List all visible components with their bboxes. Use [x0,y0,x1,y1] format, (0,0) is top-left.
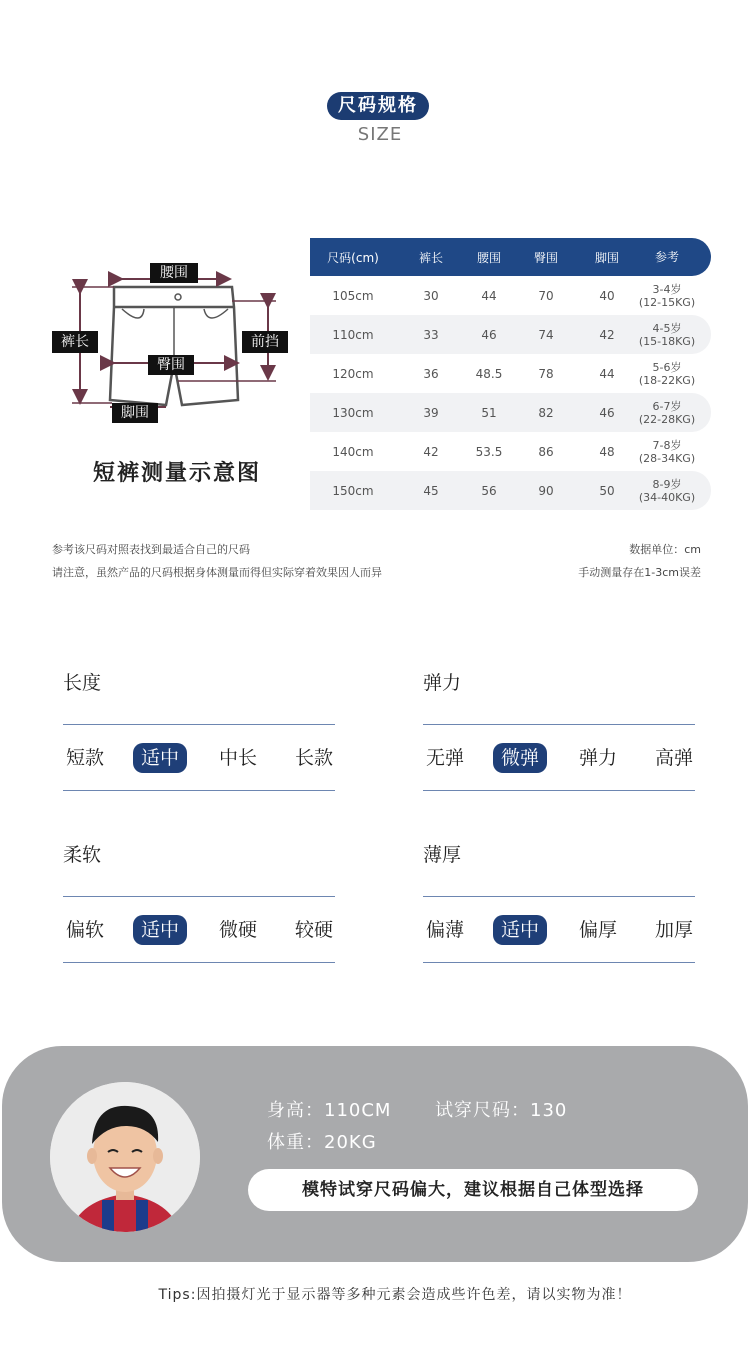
cell-length: 36 [423,366,439,381]
attribute-option: 弹力 [578,747,617,769]
cell-length: 45 [423,483,439,498]
model-fit-size: 试穿尺码：130 [435,1100,568,1121]
cell-hem: 46 [599,405,615,420]
attribute-2 [63,840,335,970]
attribute-divider [423,962,695,963]
cell-waist: 53.5 [475,444,503,459]
model-height: 身高：110CM [267,1100,392,1121]
note-fit-warning: 请注意，虽然产品的尺码根据身体测量而得但实际穿着效果因人而异 [52,566,382,579]
cell-size: 110cm [332,327,374,342]
child-model-icon [50,1082,200,1232]
cell-hip: 70 [538,288,554,303]
cell-hem: 44 [599,366,615,381]
attribute-option-selected: 适中 [493,915,547,945]
cell-waist: 46 [481,327,497,342]
cell-hip: 86 [538,444,554,459]
model-weight: 体重：20KG [267,1132,377,1153]
avatar [50,1082,200,1232]
attribute-option: 短款 [65,747,104,769]
attribute-option: 加厚 [654,919,693,941]
cell-hem: 40 [599,288,615,303]
hem-label: 脚围 [112,403,158,423]
attribute-title: 柔软 [63,844,102,866]
cell-length: 30 [423,288,439,303]
reference-age: 4-5岁 [652,321,682,335]
attribute-divider [63,724,335,725]
attribute-option: 高弹 [654,747,693,769]
cell-hem: 48 [599,444,615,459]
cell-size: 140cm [332,444,374,459]
cell-size: 150cm [332,483,374,498]
cell-hem: 42 [599,327,615,342]
attribute-option-selected: 适中 [133,743,187,773]
reference-weight: (22-28KG) [638,412,696,426]
model-size-note: 模特试穿尺码偏大，建议根据自己体型选择 [248,1169,698,1211]
cell-reference [632,276,702,315]
col-header-hip: 臀围 [533,250,558,265]
reference-age: 3-4岁 [652,282,682,296]
attribute-divider [63,962,335,963]
attribute-option: 偏薄 [425,919,464,941]
attribute-divider [423,790,695,791]
col-header-waist: 腰围 [476,250,501,265]
attribute-option: 长款 [294,747,333,769]
diagram-caption: 短裤测量示意图 [92,461,261,486]
attribute-title: 长度 [63,672,102,694]
table-row [310,393,711,432]
reference-age: 5-6岁 [652,360,682,374]
table-row [310,432,711,471]
cell-hem: 50 [599,483,615,498]
note-error-margin: 手动测量存在1-3cm误差 [578,566,701,579]
attribute-1 [423,668,695,798]
cell-reference [632,354,702,393]
cell-hip: 90 [538,483,554,498]
cell-waist: 56 [481,483,497,498]
cell-size: 120cm [332,366,374,381]
waist-label: 腰围 [150,263,198,283]
color-tips: Tips:因拍摄灯光于显示器等多种元素会造成些许色差，请以实物为准！ [158,1287,632,1303]
reference-weight: (15-18KG) [638,334,696,348]
length-label: 裤长 [52,331,98,353]
note-unit: 数据单位：cm [629,543,701,556]
attribute-option: 微硬 [218,919,257,941]
col-header-hem: 脚围 [594,250,619,265]
attribute-title: 薄厚 [423,844,462,866]
attribute-option: 无弹 [425,747,464,769]
cell-reference [632,471,702,510]
reference-weight: (18-22KG) [638,373,696,387]
col-header-reference: 参考 [654,249,679,264]
attribute-divider [423,724,695,725]
attribute-option-selected: 适中 [133,915,187,945]
attribute-option: 偏厚 [578,919,617,941]
reference-age: 6-7岁 [652,399,682,413]
table-header [310,238,711,276]
table-row [310,354,711,393]
cell-hip: 74 [538,327,554,342]
attribute-option: 中长 [218,747,257,769]
cell-waist: 48.5 [475,366,503,381]
cell-hip: 82 [538,405,554,420]
cell-waist: 51 [481,405,497,420]
rise-label: 前挡 [242,331,288,353]
size-table [310,238,711,510]
attribute-divider [63,896,335,897]
cell-hip: 78 [538,366,554,381]
cell-reference [632,432,702,471]
attribute-option: 较硬 [294,919,333,941]
attribute-3 [423,840,695,970]
col-header-length: 裤长 [418,250,443,265]
cell-length: 39 [423,405,439,420]
attribute-title: 弹力 [423,672,462,694]
note-reference: 参考该尺码对照表找到最适合自己的尺码 [52,543,250,556]
page-subtitle: SIZE [357,124,403,145]
attribute-divider [63,790,335,791]
reference-weight: (34-40KG) [638,490,696,504]
col-header-size: 尺码(cm) [327,250,379,265]
reference-weight: (12-15KG) [638,295,696,309]
table-row [310,315,711,354]
hip-label: 臀围 [148,355,194,375]
attribute-0 [63,668,335,798]
cell-length: 42 [423,444,439,459]
cell-waist: 44 [481,288,497,303]
table-row [310,471,711,510]
cell-size: 105cm [332,288,374,303]
attribute-option-selected: 微弹 [493,743,547,773]
attribute-option: 偏软 [65,919,104,941]
reference-age: 8-9岁 [652,477,682,491]
page-title: 尺码规格 [327,92,429,120]
cell-reference [632,393,702,432]
table-row [310,276,711,315]
cell-length: 33 [423,327,439,342]
cell-size: 130cm [332,405,374,420]
attribute-divider [423,896,695,897]
cell-reference [632,315,702,354]
reference-age: 7-8岁 [652,438,682,452]
reference-weight: (28-34KG) [638,451,696,465]
